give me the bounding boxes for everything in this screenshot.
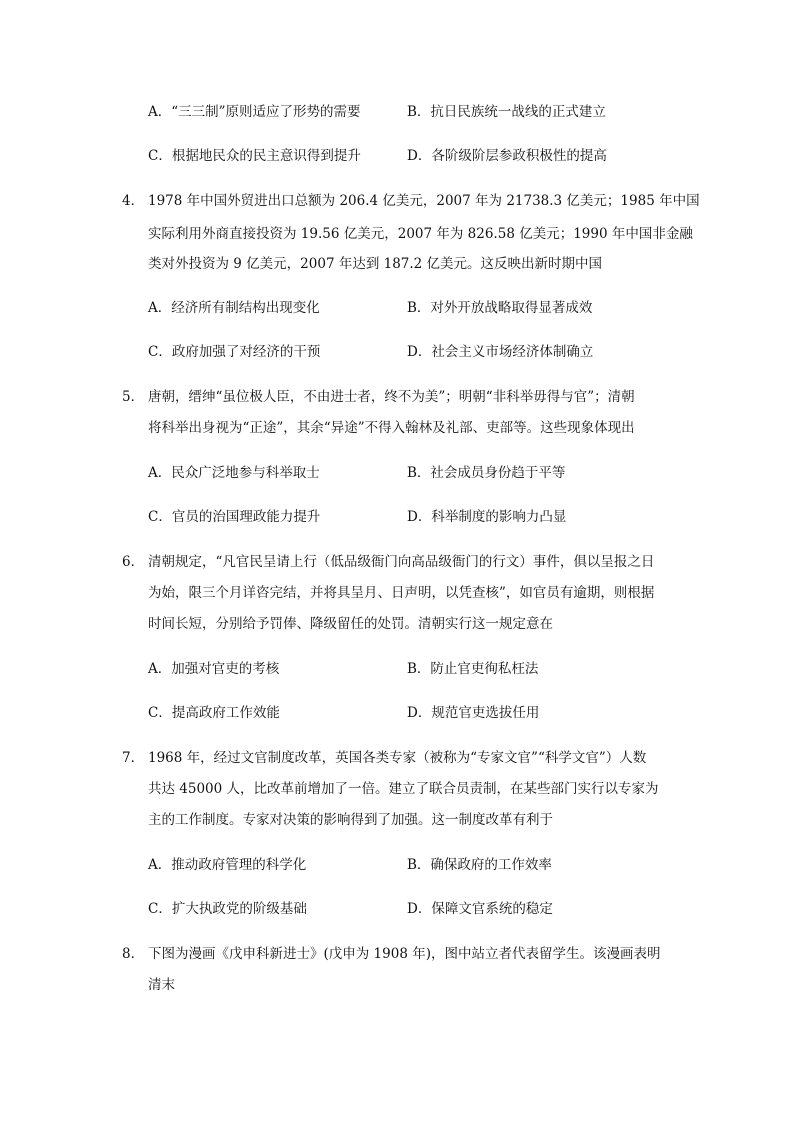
q5-stem-line-1: 唐朝，缙绅“虽位极人臣，不由进士者，终不为美”；明朝“非科举毋得与官”；清朝	[148, 389, 635, 405]
q4-stem-line-2: 实际利用外商直接投资为 19.56 亿美元，2007 年为 826.58 亿美元；1990 年中国非金融	[148, 226, 693, 242]
q8-stem-line-2: 清末	[148, 977, 175, 993]
q7-number: 7．	[122, 750, 145, 766]
q5-option-d: D．科举制度的影响力凸显	[407, 509, 567, 525]
q6-option-d: D．规范官吏选拔任用	[407, 705, 540, 721]
q5-option-c: C．官员的治国理政能力提升	[148, 509, 321, 525]
q7-option-d: D．保障文官系统的稳定	[407, 901, 553, 917]
q4-stem-line-1: 1978 年中国外贸进出口总额为 206.4 亿美元，2007 年为 21738.3 亿美元；1985 年中国	[148, 193, 700, 209]
q6-option-c: C．提高政府工作效能	[148, 705, 280, 721]
q8-stem-line-1: 下图为漫画《戊申科新进士》(戊申为 1908 年)，图中站立者代表留学生。该漫画表明	[148, 946, 661, 962]
q5-option-a: A．民众广泛地参与科举取士	[148, 465, 320, 481]
q6-option-b: B．防止官吏徇私枉法	[407, 661, 539, 677]
q8-number: 8．	[122, 946, 145, 962]
q6-stem-line-3: 时间长短，分别给予罚俸、降级留任的处罚。清朝实行这一规定意在	[148, 616, 553, 632]
q4-stem-line-3: 类对外投资为 9 亿美元，2007 年达到 187.2 亿美元。这反映出新时期中国	[148, 256, 603, 272]
q4-number: 4．	[122, 193, 145, 209]
q3-option-c: C．根据地民众的民主意识得到提升	[148, 148, 361, 164]
q3-option-d: D．各阶级阶层参政积极性的提高	[407, 148, 607, 164]
q4-option-d: D．社会主义市场经济体制确立	[407, 344, 594, 360]
q6-stem-line-2: 为始，限三个月详咨完结，并将具呈月、日声明，以凭查核”，如官员有逾期，则根据	[148, 585, 655, 601]
q4-option-a: A．经济所有制结构出现变化	[148, 300, 320, 316]
q7-stem-line-1: 1968 年，经过文官制度改革，英国各类专家（被称为“专家文官”“科学文官”）人数	[148, 750, 647, 766]
q3-option-a: A．“三三制”原则适应了形势的需要	[148, 104, 361, 120]
q5-number: 5．	[122, 389, 145, 405]
q6-number: 6．	[122, 554, 145, 570]
q4-option-c: C．政府加强了对经济的干预	[148, 344, 321, 360]
q5-stem-line-2: 将科举出身视为“正途”，其余“异途”不得入翰林及礼部、吏部等。这些现象体现出	[148, 420, 635, 436]
q6-option-a: A．加强对官吏的考核	[148, 661, 280, 677]
q7-stem-line-2: 共达 45000 人，比改革前增加了一倍。建立了联合员责制，在某些部门实行以专家为	[148, 781, 659, 797]
q7-option-c: C．扩大执政党的阶级基础	[148, 901, 307, 917]
q7-option-a: A．推动政府管理的科学化	[148, 857, 307, 873]
q6-stem-line-1: 清朝规定，“凡官民呈请上行（低品级衙门向高品级衙门的行文）事件，俱以呈报之日	[148, 554, 655, 570]
q3-option-b: B．抗日民族统一战线的正式建立	[407, 104, 606, 120]
q5-option-b: B．社会成员身份趋于平等	[407, 465, 566, 481]
q7-stem-line-3: 主的工作制度。专家对决策的影响得到了加强。这一制度改革有利于	[148, 812, 553, 828]
q4-option-b: B．对外开放战略取得显著成效	[407, 300, 593, 316]
q7-option-b: B．确保政府的工作效率	[407, 857, 552, 873]
